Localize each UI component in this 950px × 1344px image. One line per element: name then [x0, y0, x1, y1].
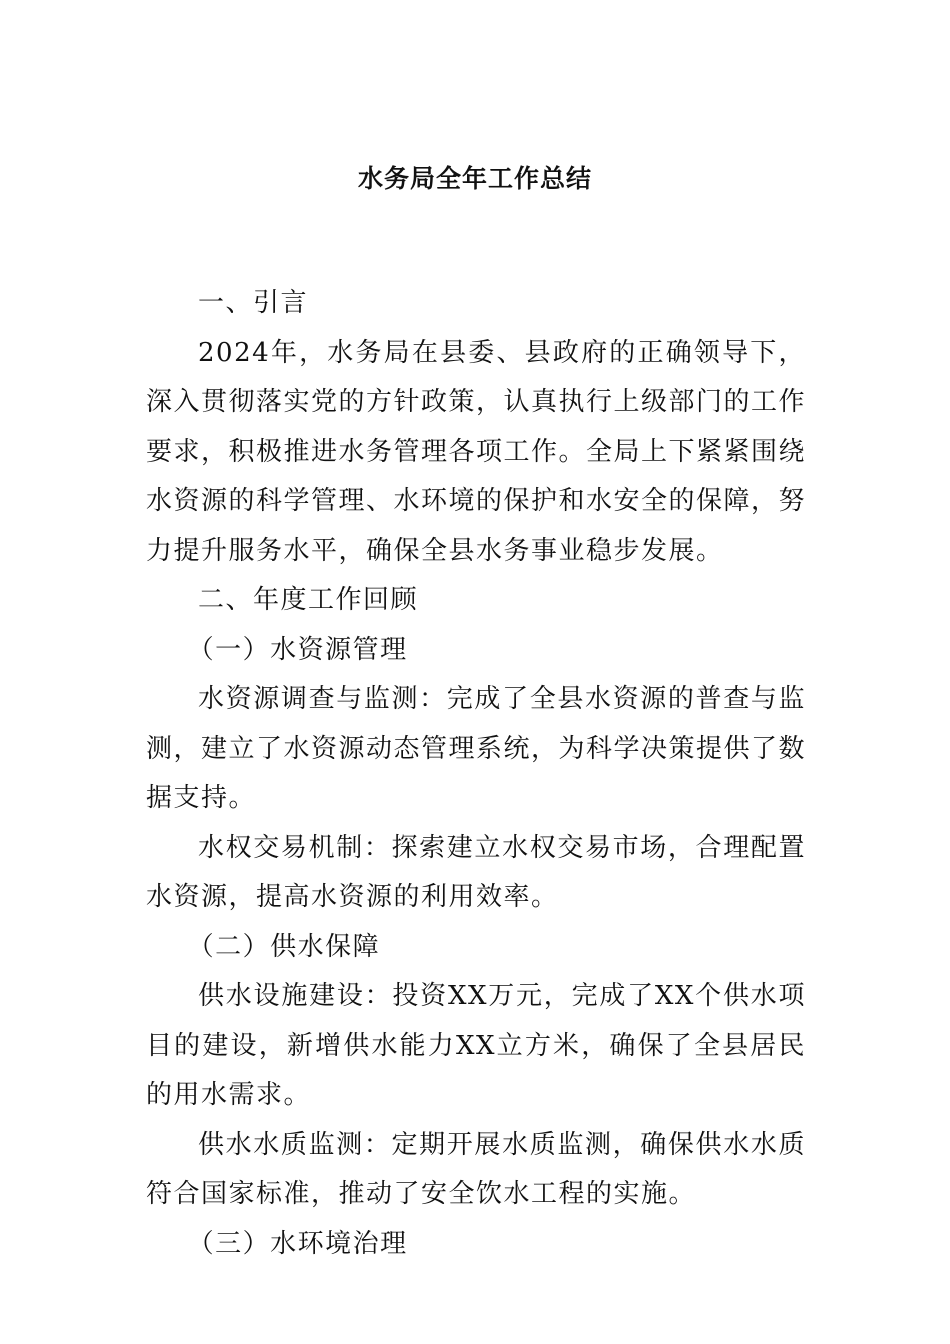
- subsection-heading-water-supply: （二）供水保障: [187, 931, 381, 962]
- supply-facilities-paragraph: 供水设施建设：投资XX万元，完成了XX个供水项目的建设，新增供水能力XX立方米，确保了全县居民的用水需求。: [146, 981, 806, 1110]
- water-rights-paragraph: 水权交易机制：探索建立水权交易市场，合理配置水资源，提高水资源的利用效率。: [146, 832, 806, 912]
- subsection-heading-water-resources: （一）水资源管理: [187, 634, 408, 665]
- intro-paragraph: 2024年，水务局在县委、县政府的正确领导下，深入贯彻落实党的方针政策，认真执行上级部门的工作要求，积极推进水务管理各项工作。全局上下紧紧围绕水资源的科学管理、水环境的保护和水安全的保障，努力提升服务水平，确保全县水务事业稳步发展。: [146, 337, 807, 566]
- document-body: [146, 279, 806, 1269]
- section-heading-intro: 一、引言: [198, 288, 309, 318]
- water-quality-paragraph: 供水水质监测：定期开展水质监测，确保供水水质符合国家标准，推动了安全饮水工程的实施。: [146, 1129, 806, 1209]
- document-title: 水务局全年工作总结: [357, 164, 592, 193]
- subsection-heading-water-environment: （三）水环境治理: [187, 1228, 408, 1259]
- water-survey-paragraph: 水资源调查与监测：完成了全县水资源的普查与监测，建立了水资源动态管理系统，为科学决策提供了数据支持。: [146, 684, 807, 813]
- section-heading-review: 二、年度工作回顾: [198, 585, 419, 615]
